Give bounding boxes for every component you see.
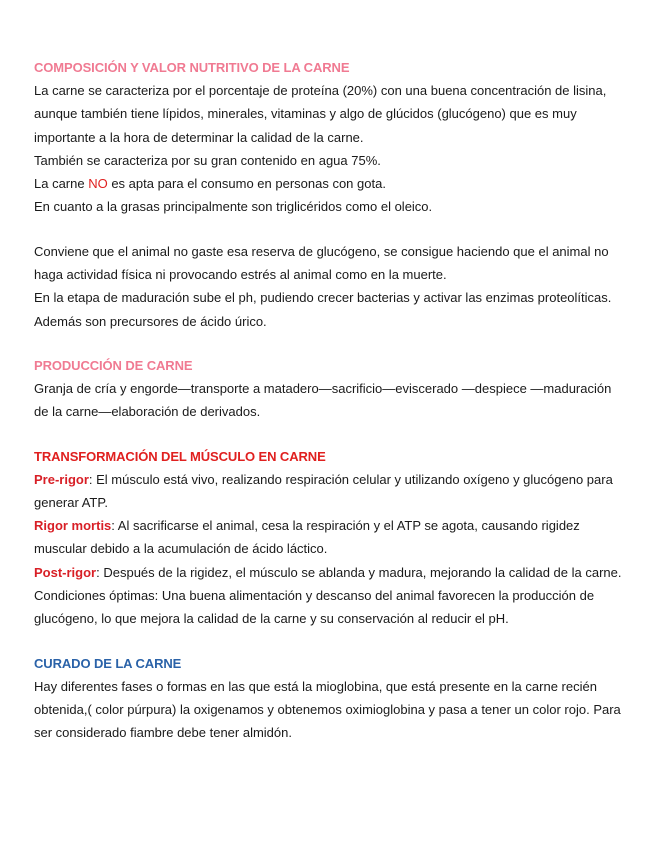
section-title-curado: CURADO DE LA CARNE [34,655,182,671]
paragraph-grasas: En cuanto a la grasas principalmente son triglicéridos como el oleico. [34,199,433,215]
section-title-composicion: COMPOSICIÓN Y VALOR NUTRITIVO DE LA CARNE [34,60,350,75]
spacer [34,219,624,240]
term-post-rigor: Post-rigor [34,564,97,580]
paragraph-proteina: La carne se caracteriza por el porcentaje de proteína (20%) con una buena concentración de lisina, aunque también tiene lípidos, minerales, vitaminas y algo de glúcidos (glucógeno) que es muy importante a la hora de determinar la calidad de la carne. [34,83,607,145]
paragraph-agua: También se caracteriza por su gran contenido en agua 75%. [34,152,381,168]
pre-rigor-text: : El músculo está vivo, realizando respiración celular y utilizando oxígeno y glucógeno para generar ATP. [34,471,613,510]
paragraph-curado: Hay diferentes fases o formas en las que está la mioglobina, que está presente en la carne recién obtenida,( color púrpura) la oxigenamos y obtenemos oximioglobina y pasa a tener un color rojo. Para ser considerado fiambre debe tener almidón. [34,678,621,741]
rigor-mortis-text: : Al sacrificarse el animal, cesa la respiración y el ATP se agota, causando rigidez muscular debido a la acumulación de ácido láctico. [34,518,580,557]
paragraph-gota [34,172,624,195]
spacer [34,333,624,354]
section-title-transformacion: TRANSFORMACIÓN DEL MÚSCULO EN CARNE [34,448,326,464]
paragraph-glucogeno: Conviene que el animal no gaste esa reserva de glucógeno, se consigue haciendo que el animal no haga actividad física ni provocando estrés al animal como en la muerte. [34,243,609,283]
spacer [34,631,624,652]
gota-text-before: La carne [34,176,89,192]
post-rigor-text: : Después de la rigidez, el músculo se ablanda y madura, mejorando la calidad de la carne. [96,564,622,580]
spacer [34,424,624,445]
section-title-produccion: PRODUCCIÓN DE CARNE [34,357,193,373]
paragraph-rigor-mortis [34,514,624,561]
paragraph-pre-rigor [34,468,624,515]
no-highlight: NO [88,176,108,192]
paragraph-maduracion: En la etapa de maduración sube el ph, pudiendo crecer bacterias y activar las enzimas proteolíticas. Además son precursores de ácido úrico. [34,290,612,329]
document-content [34,56,624,745]
paragraph-condiciones: Condiciones óptimas: Una buena alimentación y descanso del animal favorecen la producción de glucógeno, lo que mejora la calidad de la carne y su conservación al reducir el pH. [34,588,595,627]
term-pre-rigor: Pre-rigor [34,471,89,487]
term-rigor-mortis: Rigor mortis [34,518,112,534]
paragraph-post-rigor [34,561,624,584]
paragraph-produccion: Granja de cría y engorde—transporte a matadero—sacrificio—eviscerado —despiece —maduración de la carne—elaboración de derivados. [34,380,612,420]
gota-text-after: es apta para el consumo en personas con gota. [107,176,386,192]
